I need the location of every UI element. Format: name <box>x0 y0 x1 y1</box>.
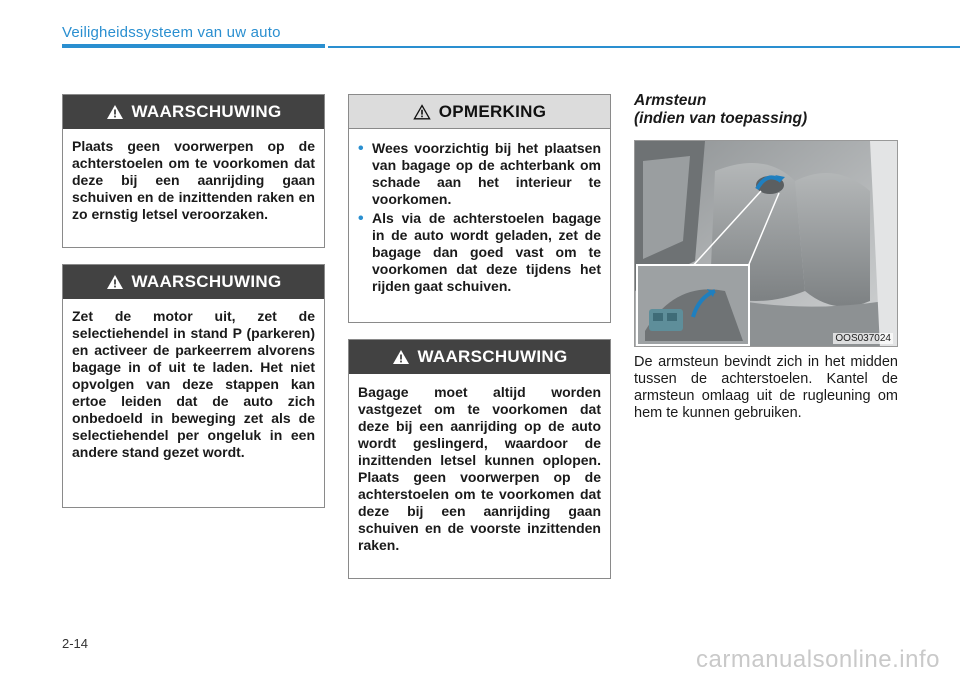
armrest-photo <box>634 140 898 347</box>
notice-box <box>348 94 611 323</box>
list-item: • Als via de achterstoelen bagage in de auto wordt geladen, zet de bagage dan goed vast om te voorkomen dat deze tijdens het rijden gaat schuiven. <box>358 210 601 294</box>
header-accent-bar <box>62 44 325 48</box>
warning-triangle-outline-icon <box>413 104 431 120</box>
header-rule <box>328 46 960 48</box>
bullet-icon: • <box>358 140 364 157</box>
warning-box-engine <box>62 264 325 508</box>
watermark: carmanualsonline.info <box>696 646 940 673</box>
notice-heading: OPMERKING <box>438 101 547 121</box>
armrest-description: De armsteun bevindt zich in het midden tussen de achterstoelen. Kantel de armsteun omlaag uit de rugleuning om hem te kunnen gebruiken. <box>634 354 898 421</box>
page-number: 2-14 <box>62 636 89 651</box>
image-code: OOS037024 <box>835 333 891 344</box>
warning-text: Bagage moet altijd worden vastgezet om te voorkomen dat deze bij een aanrijding op de auto wordt geslingerd, waardoor de inzittenden letsel kunnen oplopen. Plaats geen voorwerpen op de achterstoelen om te voorkomen dat deze bij een aanrijding gaan schuiven en de voorste inzittenden raken. <box>358 384 601 553</box>
warning-box-header <box>63 265 324 299</box>
warning-triangle-icon <box>106 104 124 120</box>
warning-triangle-icon <box>106 274 124 290</box>
warning-heading: WAARSCHUWING <box>417 347 568 366</box>
warning-box-header <box>63 95 324 129</box>
warning-box-seats <box>62 94 325 248</box>
warning-box-header <box>349 340 610 374</box>
rear-seat-illustration <box>635 141 898 347</box>
section-header-title: Veiligheidssysteem van uw auto <box>62 24 281 41</box>
warning-text: Plaats geen voorwerpen op de achterstoelen om te voorkomen dat deze bij een aanrijding gaan schuiven en de inzittenden raken en zo ernstig letsel veroorzaken. <box>72 138 315 222</box>
notice-box-header <box>349 95 610 129</box>
warning-heading: WAARSCHUWING <box>131 272 282 291</box>
warning-box-luggage <box>348 339 611 579</box>
armrest-title: Armsteun (indien van toepassing) <box>634 92 808 127</box>
list-item: • Wees voorzichtig bij het plaatsen van bagage op de achterbank om schade aan het interieur te voorkomen. <box>358 140 601 207</box>
warning-text: Zet de motor uit, zet de selectiehendel in stand P (parkeren) en activeer de parkeerrem alvorens bagage in of uit te laden. Het niet opvolgen van deze stappen kan ertoe leiden dat de auto zich onbedoeld in beweging zet als de selectiehendel per ongeluk in een andere stand gezet wordt. <box>72 308 315 460</box>
bullet-icon: • <box>358 210 364 227</box>
notice-list <box>358 140 601 295</box>
warning-triangle-icon <box>392 349 410 365</box>
warning-heading: WAARSCHUWING <box>131 102 282 121</box>
